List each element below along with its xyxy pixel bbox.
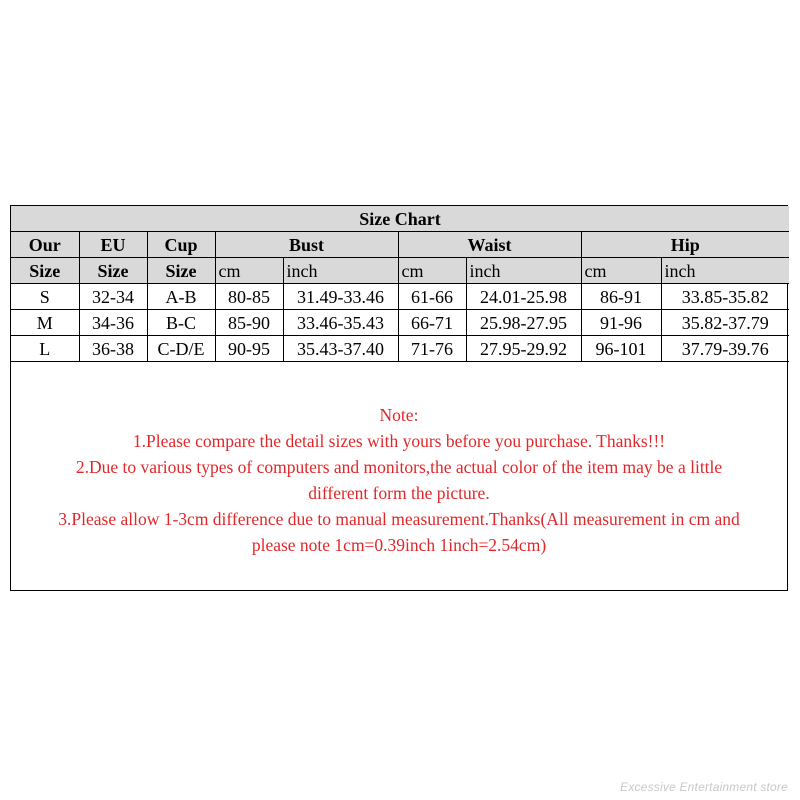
cell-waist-cm: 61-66	[398, 284, 466, 310]
cell-size: L	[11, 336, 79, 362]
cell-size: M	[11, 310, 79, 336]
header-waist: Waist	[398, 232, 581, 258]
chart-title: Size Chart	[11, 206, 789, 232]
note-line: please note 1cm=0.39inch 1inch=2.54cm)	[251, 535, 547, 555]
header-hip-cm: cm	[581, 258, 661, 284]
header-our-size-top: Our	[11, 232, 79, 258]
header-eu-size-bottom: Size	[79, 258, 147, 284]
cell-size: S	[11, 284, 79, 310]
header-cup-size-bottom: Size	[147, 258, 215, 284]
cell-eu: 34-36	[79, 310, 147, 336]
cell-waist-cm: 66-71	[398, 310, 466, 336]
cell-cup: A-B	[147, 284, 215, 310]
header-row-2	[11, 258, 789, 284]
store-watermark: Excessive Entertainment store	[620, 780, 788, 794]
cell-waist-inch: 24.01-25.98	[466, 284, 581, 310]
cell-hip-inch: 33.85-35.82	[661, 284, 789, 310]
note-line: different form the picture.	[308, 483, 490, 503]
cell-bust-cm: 90-95	[215, 336, 283, 362]
cell-hip-cm: 96-101	[581, 336, 661, 362]
header-hip-inch: inch	[661, 258, 789, 284]
notes-block	[11, 402, 787, 558]
header-our-size-bottom: Size	[11, 258, 79, 284]
header-bust: Bust	[215, 232, 398, 258]
note-line: 3.Please allow 1-3cm difference due to manual measurement.Thanks(All measurement in cm and	[58, 509, 740, 529]
cell-bust-inch: 31.49-33.46	[283, 284, 398, 310]
header-eu-size-top: EU	[79, 232, 147, 258]
cell-eu: 36-38	[79, 336, 147, 362]
title-row	[11, 206, 789, 232]
cell-bust-inch: 33.46-35.43	[283, 310, 398, 336]
note-line: 2.Due to various types of computers and monitors,the actual color of the item may be a little	[75, 457, 723, 477]
cell-waist-inch: 27.95-29.92	[466, 336, 581, 362]
header-waist-inch: inch	[466, 258, 581, 284]
header-row-1	[11, 232, 789, 258]
size-chart-table	[11, 206, 789, 362]
cell-hip-cm: 86-91	[581, 284, 661, 310]
cell-hip-inch: 35.82-37.79	[661, 310, 789, 336]
header-waist-cm: cm	[398, 258, 466, 284]
header-cup-size-top: Cup	[147, 232, 215, 258]
table-row	[11, 284, 789, 310]
cell-hip-inch: 37.79-39.76	[661, 336, 789, 362]
cell-bust-cm: 80-85	[215, 284, 283, 310]
cell-eu: 32-34	[79, 284, 147, 310]
size-chart-frame	[10, 205, 788, 591]
header-hip: Hip	[581, 232, 789, 258]
cell-waist-inch: 25.98-27.95	[466, 310, 581, 336]
cell-cup: B-C	[147, 310, 215, 336]
cell-hip-cm: 91-96	[581, 310, 661, 336]
cell-cup: C-D/E	[147, 336, 215, 362]
note-line: 1.Please compare the detail sizes with yours before you purchase. Thanks!!!	[132, 431, 666, 451]
header-bust-inch: inch	[283, 258, 398, 284]
cell-waist-cm: 71-76	[398, 336, 466, 362]
cell-bust-cm: 85-90	[215, 310, 283, 336]
table-row	[11, 336, 789, 362]
table-row	[11, 310, 789, 336]
note-heading: Note:	[379, 405, 419, 425]
cell-bust-inch: 35.43-37.40	[283, 336, 398, 362]
header-bust-cm: cm	[215, 258, 283, 284]
